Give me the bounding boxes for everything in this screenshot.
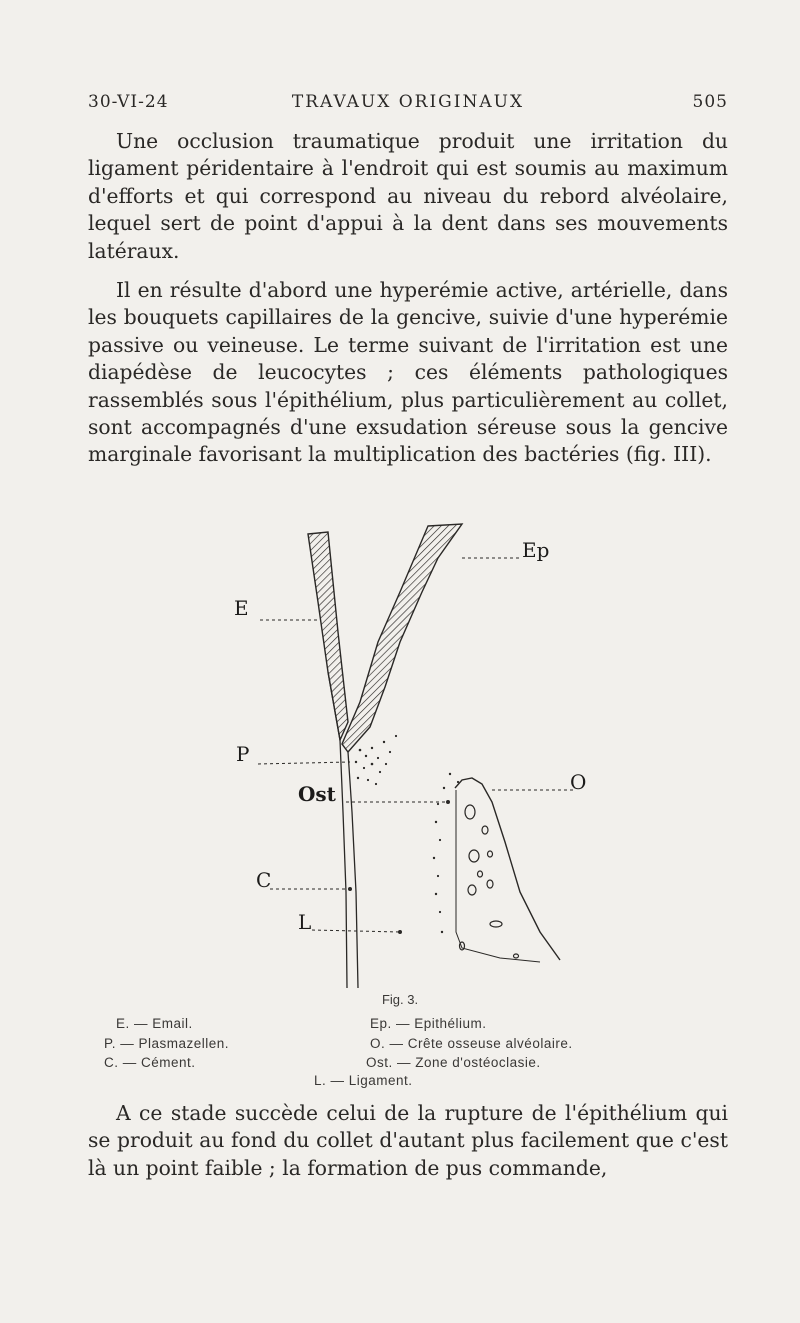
running-header bbox=[88, 92, 728, 120]
epithelium-shape bbox=[342, 524, 462, 752]
label-e: E bbox=[234, 596, 249, 620]
page-number: 505 bbox=[692, 92, 728, 112]
paragraph-text: A ce stade succède celui de la rupture de l'épithélium qui se produit au fond du collet d'autant plus facilement que c'est là un point faible ; la formation de pus commande, bbox=[88, 1101, 728, 1180]
bone-lacunae bbox=[460, 805, 519, 958]
header-title: TRAVAUX ORIGINAUX bbox=[291, 92, 525, 112]
leader-lines bbox=[258, 558, 576, 932]
label-ep: Ep bbox=[522, 538, 550, 562]
legend-c: C. — Cément. bbox=[104, 1055, 196, 1070]
plasmazellen-dots bbox=[355, 735, 397, 785]
osteoclast-dots bbox=[433, 773, 459, 933]
tooth-gum-drawing bbox=[200, 512, 600, 992]
legend-ost: Ost. — Zone d'ostéoclasie. bbox=[366, 1055, 541, 1070]
paragraph-1 bbox=[88, 128, 728, 265]
leader-endpoints bbox=[348, 800, 450, 934]
legend-ep: Ep. — Epithélium. bbox=[370, 1016, 487, 1031]
label-ost: Ost bbox=[298, 782, 336, 806]
legend-l: L. — Ligament. bbox=[314, 1073, 413, 1088]
legend-o: O. — Crête osseuse alvéolaire. bbox=[370, 1036, 573, 1051]
paragraph-3 bbox=[88, 1100, 728, 1182]
figure-3-diagram bbox=[200, 512, 600, 992]
bone-crest-lower bbox=[456, 790, 540, 962]
root-outline-right bbox=[348, 752, 358, 988]
label-c: C bbox=[256, 868, 272, 892]
paragraph-text: Il en résulte d'abord une hyperémie active, artérielle, dans les bouquets capillaires de la gencive, suivie d'une hyperémie passive ou veineuse. Le terme suivant de l'irritation est une diapédèse de leucocytes ; ces éléments pathologiques rassemblés sous l'épithélium, plus particulièrement au collet, sont accompagnés d'une exsudation séreuse sous la gencive marginale favorisant la multiplication des bactéries (fig. III). bbox=[88, 278, 728, 467]
paragraph-text: Une occlusion traumatique produit une irritation du ligament péridentaire à l'endroit qui est soumis au maximum d'efforts et qui correspond au niveau du rebord alvéolaire, lequel sert de point d'appui à la dent dans ses mouvements latéraux. bbox=[88, 129, 728, 263]
header-date: 30-VI-24 bbox=[88, 92, 169, 112]
enamel-shape bbox=[308, 532, 348, 740]
legend-p: P. — Plasmazellen. bbox=[104, 1036, 230, 1051]
label-o: O bbox=[570, 770, 587, 794]
figure-caption: Fig. 3. bbox=[381, 992, 419, 1007]
label-p: P bbox=[236, 742, 250, 766]
paragraph-2 bbox=[88, 277, 728, 469]
label-l: L bbox=[298, 910, 312, 934]
legend-e: E. — Email. bbox=[116, 1016, 193, 1031]
